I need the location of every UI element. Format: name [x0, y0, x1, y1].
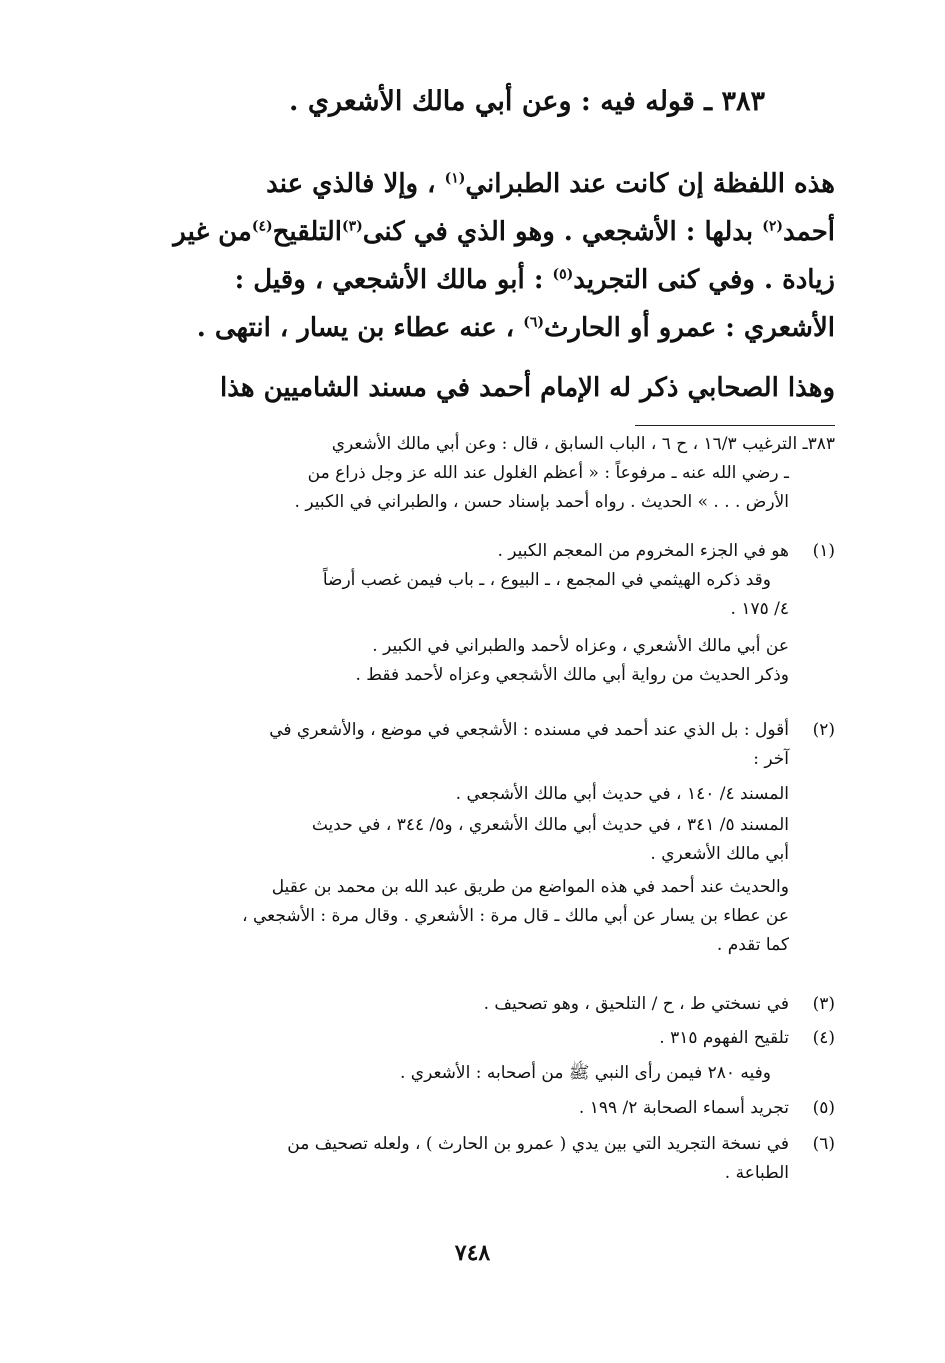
- footnote-ref-3: (٣): [341, 218, 363, 235]
- footnote-ref-2: (٢): [762, 218, 784, 235]
- footnote-4: (٤) تلقيح الفهوم ٣١٥ . وفيه ٢٨٠ فيمن رأى النبي ﷺ من أصحابه : الأشعري .: [120, 1024, 835, 1088]
- footnote-ref-5: (٥): [552, 266, 574, 283]
- footnote-number: (٤): [812, 1028, 835, 1048]
- page-number: ٧٤٨: [454, 1240, 491, 1266]
- footnote-1: (١) هو في الجزء المخروم من المعجم الكبير . وقد ذكره الهيثمي في المجمع ، ـ البيوع ، ـ باب فيمن غصب أرضاً ٤/ ١٧٥ . عن أبي مالك الأشعري ، وعزاه لأحمد والطبراني في الكبير . وذكر الحديث من رواية أبي مالك الأشجعي وعزاه لأحمد فقط .: [120, 537, 835, 690]
- footnote-6: (٦) في نسخة التجريد التي بين يدي ( عمرو بن الحارث ) ، ولعله تصحيف من الطباعة .: [120, 1130, 835, 1188]
- footnote-3: (٣) في نسختي ط ، ح / التلحيق ، وهو تصحيف .: [120, 990, 835, 1019]
- footnote-separator: [635, 425, 835, 426]
- footnote-2: (٢) أقول : بل الذي عند أحمد في مسنده : الأشجعي في موضع ، والأشعري في آخر : المسند ٤/ ١٤٠ ، في حديث أبي مالك الأشجعي . المسند ٥/ ٣٤١ ، في حديث أبي مالك الأشعري ، و٥/ ٣٤٤ ، في حديث أبي مالك الأشعري . والحديث عند أحمد في هذه المواضع من طريق عبد الله بن محمد بن عقيل عن عطاء بن يسار عن أبي مالك ـ قال مرة : الأشعري . وقال مرة : الأشجعي ، كما تقدم .: [120, 716, 835, 960]
- footnote-number: (٥): [812, 1098, 835, 1118]
- text-line: أحمد$^{(٢)}$ بدلها : الأشجعي . وهو الذي في كنى$^{(٣)}$التلقيح$^{(٤)}$من غير: [173, 217, 835, 247]
- footnote-number: (٣): [812, 994, 835, 1014]
- footnote-number: (٦): [812, 1134, 835, 1154]
- footnote-5: (٥) تجريد أسماء الصحابة ٢/ ١٩٩ .: [120, 1094, 835, 1123]
- footnote-ref-6: (٦): [523, 314, 544, 331]
- text-line: زيادة . وفي كنى التجريد$^{(٥)}$ : أبو مالك الأشجعي ، وقيل :: [234, 265, 835, 295]
- section-heading: ٣٨٣ ـ قوله فيه : وعن أبي مالك الأشعري .: [289, 86, 765, 117]
- text-line: هذه اللفظة إن كانت عند الطبراني$^{(١)}$ ، وإلا فالذي عند: [266, 169, 835, 199]
- main-paragraph: [120, 160, 835, 352]
- text-line: الأشعري : عمرو أو الحارث$^{(٦)}$ ، عنه عطاء بن يسار ، انتهى .: [196, 313, 835, 343]
- second-paragraph: وهذا الصحابي ذكر له الإمام أحمد في مسند الشاميين هذا: [219, 373, 835, 403]
- footnote-number: (١): [812, 541, 835, 561]
- footnote-ref-1: (١): [444, 170, 466, 187]
- footnote-number: (٢): [812, 720, 835, 740]
- footnote-main: ٣٨٣ـ الترغيب ١٦/٣ ، ح ٦ ، الباب السابق ، قال : وعن أبي مالك الأشعري ـ رضي الله عنه ـ مرفوعاً : « أعظم الغلول عند الله عز وجل ذراع من الأرض . . . » الحديث . رواه أحمد بإسناد حسن ، والطبراني في الكبير .: [294, 434, 835, 512]
- footnote-ref-4: (٤): [251, 218, 273, 235]
